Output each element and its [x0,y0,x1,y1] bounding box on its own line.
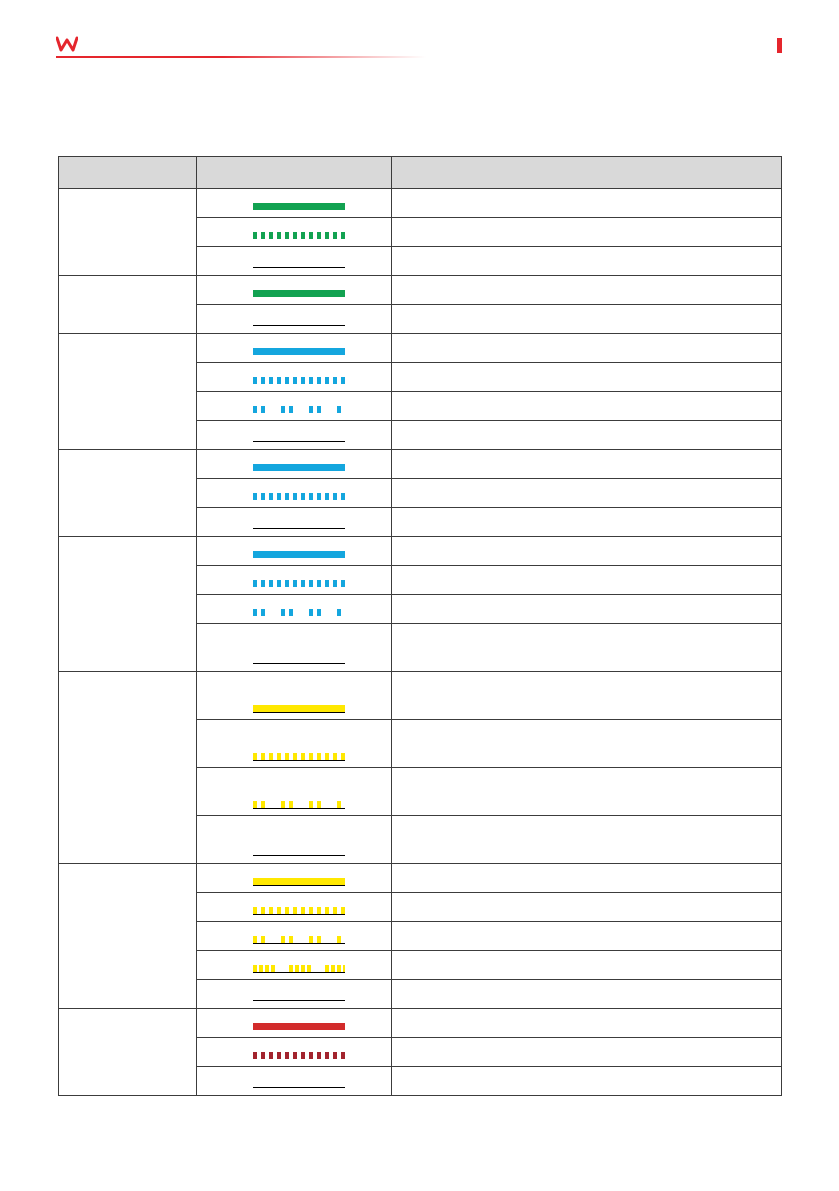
indicator-name-cell [59,334,197,450]
led-dotted-blue-indicator [253,580,345,587]
led-double-yellow-indicator [253,936,345,943]
led-dotted-green-indicator [253,232,345,239]
led-dotted-yellow-indicator [253,753,345,760]
indicator-name-cell [59,537,197,672]
led-off-none-indicator [253,1087,345,1088]
status-description-cell [392,624,782,672]
status-description-cell [392,450,782,479]
indicator-status-cell [197,334,392,363]
status-description-cell [392,334,782,363]
status-description-cell [392,189,782,218]
table-row [59,276,782,305]
table-row [59,864,782,893]
status-description-cell [392,720,782,768]
table-row [59,450,782,479]
w-logo-icon [56,36,78,52]
indicator-name-cell [59,450,197,537]
indicator-status-cell [197,508,392,537]
led-double-blue-indicator [253,609,345,616]
status-description-cell [392,305,782,334]
indicator-status-cell [197,720,392,768]
status-description-cell [392,951,782,980]
led-off-none-indicator [253,855,345,856]
led-solid-yellow-indicator [253,705,345,712]
table-row [59,334,782,363]
header-rule [56,56,426,58]
led-off-none-indicator [253,325,345,326]
status-description-cell [392,922,782,951]
status-description-cell [392,421,782,450]
status-description-cell [392,672,782,720]
led-off-none-indicator [253,528,345,529]
status-description-cell [392,247,782,276]
indicator-status-cell [197,189,392,218]
indicator-status-cell [197,672,392,720]
led-off-none-indicator [253,267,345,268]
led-off-none-indicator [253,441,345,442]
led-dotted-red-indicator [253,1052,345,1059]
page-edge-marker [777,38,782,53]
indicator-status-cell [197,305,392,334]
status-description-cell [392,537,782,566]
led-solid-red-indicator [253,1023,345,1030]
led-solid-green-indicator [253,203,345,210]
header-cell-description [392,157,782,189]
table-header-row [59,157,782,189]
indicator-status-cell [197,768,392,816]
indicator-name-cell [59,864,197,1009]
indicator-status-cell [197,922,392,951]
table-row [59,1009,782,1038]
header-cell-indicator [59,157,197,189]
status-description-cell [392,566,782,595]
led-dotted-blue-indicator [253,493,345,500]
status-description-cell [392,1038,782,1067]
status-description-cell [392,218,782,247]
status-description-cell [392,508,782,537]
led-double-blue-indicator [253,406,345,413]
status-description-cell [392,1067,782,1096]
indicator-status-cell [197,247,392,276]
indicator-status-cell [197,421,392,450]
led-dotted-yellow-indicator [253,907,345,914]
table-row [59,672,782,720]
indicator-status-cell [197,624,392,672]
status-description-cell [392,363,782,392]
status-description-cell [392,816,782,864]
indicator-status-cell [197,218,392,247]
indicator-status-cell [197,951,392,980]
led-solid-green-indicator [253,290,345,297]
indicator-status-cell [197,1038,392,1067]
status-description-cell [392,893,782,922]
status-description-cell [392,768,782,816]
status-description-cell [392,276,782,305]
indicator-status-cell [197,392,392,421]
led-solid-blue-indicator [253,464,345,471]
indicator-name-cell [59,189,197,276]
indicator-status-cell [197,276,392,305]
table-row [59,537,782,566]
indicator-status-cell [197,893,392,922]
status-description-cell [392,479,782,508]
status-description-cell [392,1009,782,1038]
status-description-cell [392,980,782,1009]
indicator-name-cell [59,672,197,864]
led-double-yellow-indicator [253,801,345,808]
status-description-cell [392,595,782,624]
table-row [59,189,782,218]
indicator-status-cell [197,566,392,595]
led-off-none-indicator [253,663,345,664]
status-description-cell [392,864,782,893]
led-off-none-indicator [253,1000,345,1001]
indicator-table [58,156,782,1096]
led-triple-yellow-indicator [253,965,345,972]
status-description-cell [392,392,782,421]
indicator-status-cell [197,479,392,508]
indicator-status-cell [197,1067,392,1096]
led-solid-blue-indicator [253,551,345,558]
indicator-status-cell [197,450,392,479]
indicator-name-cell [59,276,197,334]
indicator-status-cell [197,1009,392,1038]
indicator-status-cell [197,864,392,893]
indicator-status-cell [197,595,392,624]
led-dotted-blue-indicator [253,377,345,384]
led-solid-blue-indicator [253,348,345,355]
indicator-name-cell [59,1009,197,1096]
indicator-status-cell [197,816,392,864]
led-solid-yellow-indicator [253,878,345,885]
table-body [59,189,782,1096]
indicator-status-cell [197,980,392,1009]
header-cell-status [197,157,392,189]
indicator-status-cell [197,363,392,392]
indicator-status-cell [197,537,392,566]
